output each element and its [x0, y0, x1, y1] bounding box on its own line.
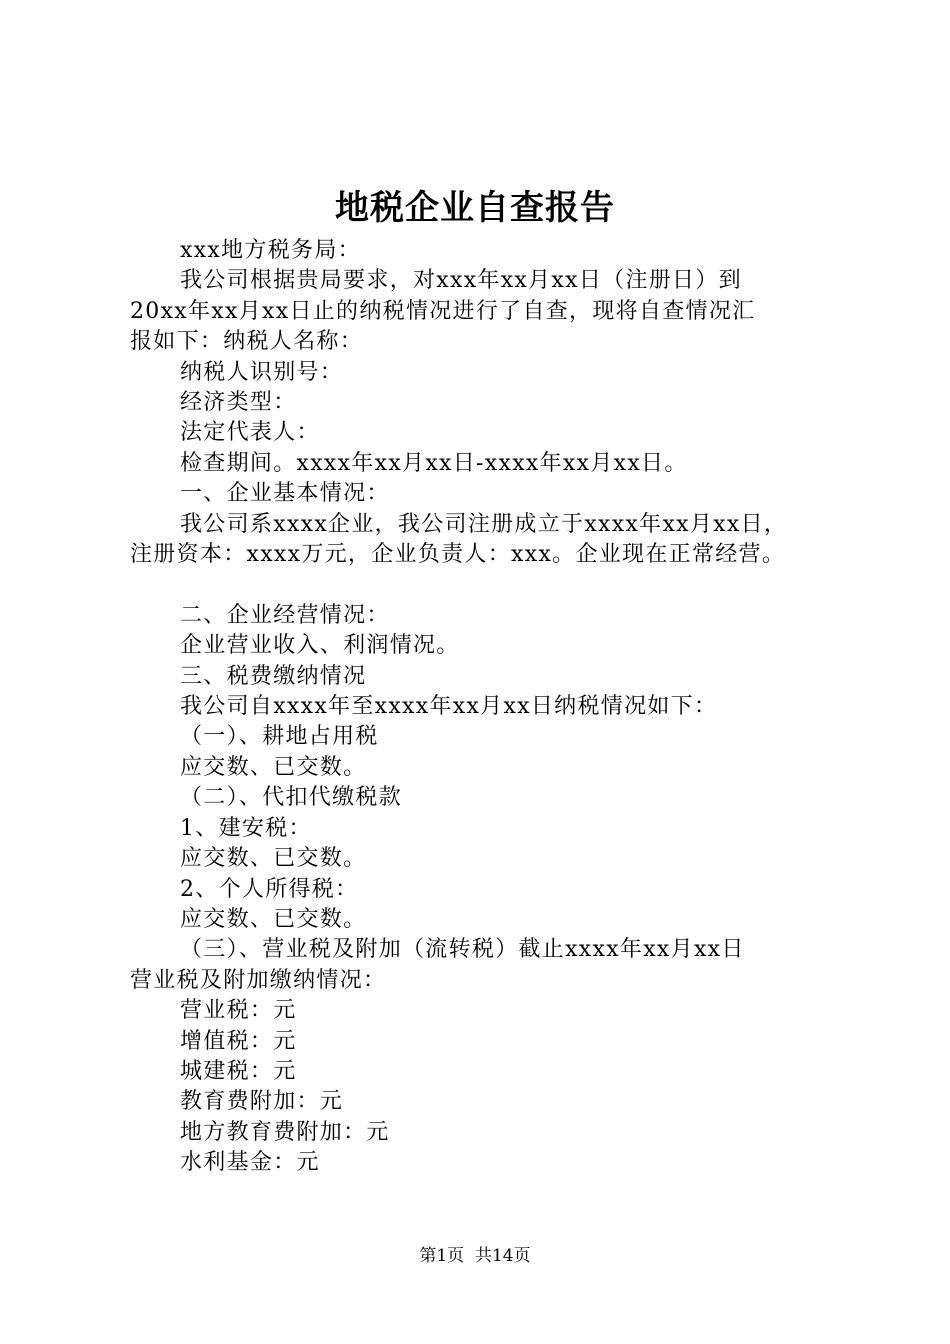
section-heading: 一、企业基本情况：	[180, 481, 390, 507]
field-line: 纳税人识别号：	[180, 359, 344, 385]
section-heading: 三、税费缴纳情况	[180, 663, 367, 689]
paragraph-line: 企业营业收入、利润情况。	[180, 633, 460, 659]
paragraph-line: 应交数、已交数。	[180, 846, 367, 872]
tax-item: 城建税：元	[180, 1058, 297, 1084]
document-body	[130, 236, 850, 1179]
list-item: 2、个人所得税：	[180, 876, 359, 902]
field-line: 经济类型：	[180, 390, 297, 416]
paragraph-line: 营业税及附加缴纳情况：	[130, 967, 387, 993]
subsection-heading: （三）、营业税及附加（流转税）截止xxxx年xx月xx日	[180, 937, 745, 963]
subsection-heading: （二）、代扣代缴税款	[180, 785, 403, 811]
field-line: 法定代表人：	[180, 420, 320, 446]
paragraph-line: 20xx年xx月xx日止的纳税情况进行了自查，现将自查情况汇	[130, 298, 756, 324]
paragraph-line: 我公司系xxxx企业，我公司注册成立于xxxx年xx月xx日，	[180, 511, 788, 537]
paragraph-line: 我公司自xxxx年至xxxx年xx月xx日纳税情况如下：	[180, 694, 718, 720]
salutation: xxx地方税务局：	[180, 238, 361, 263]
paragraph-line: 报如下：纳税人名称：	[130, 329, 364, 355]
paragraph-line: 注册资本：xxxx万元，企业负责人：xxx。企业现在正常经营。	[130, 542, 786, 568]
section-heading: 二、企业经营情况：	[180, 602, 390, 628]
list-item: 1、建安税：	[180, 815, 312, 841]
page-number: 第1页 共14页	[419, 1246, 531, 1266]
paragraph-line: 我公司根据贵局要求，对xxx年xx月xx日（注册日）到	[180, 268, 742, 294]
tax-item: 增值税：元	[180, 1028, 297, 1054]
subsection-heading: （一）、耕地占用税	[180, 724, 379, 750]
paragraph-line: 应交数、已交数。	[180, 906, 367, 932]
tax-item: 营业税：元	[180, 998, 297, 1024]
field-line: 检查期间。xxxx年xx月xx日-xxxx年xx月xx日。	[180, 450, 688, 476]
blank-line	[130, 570, 850, 600]
paragraph-line: 应交数、已交数。	[180, 754, 367, 780]
document-title: 地税企业自查报告	[335, 188, 615, 228]
tax-item: 水利基金：元	[180, 1150, 320, 1176]
tax-item: 地方教育费附加：元	[180, 1119, 390, 1145]
tax-item: 教育费附加：元	[180, 1089, 344, 1115]
